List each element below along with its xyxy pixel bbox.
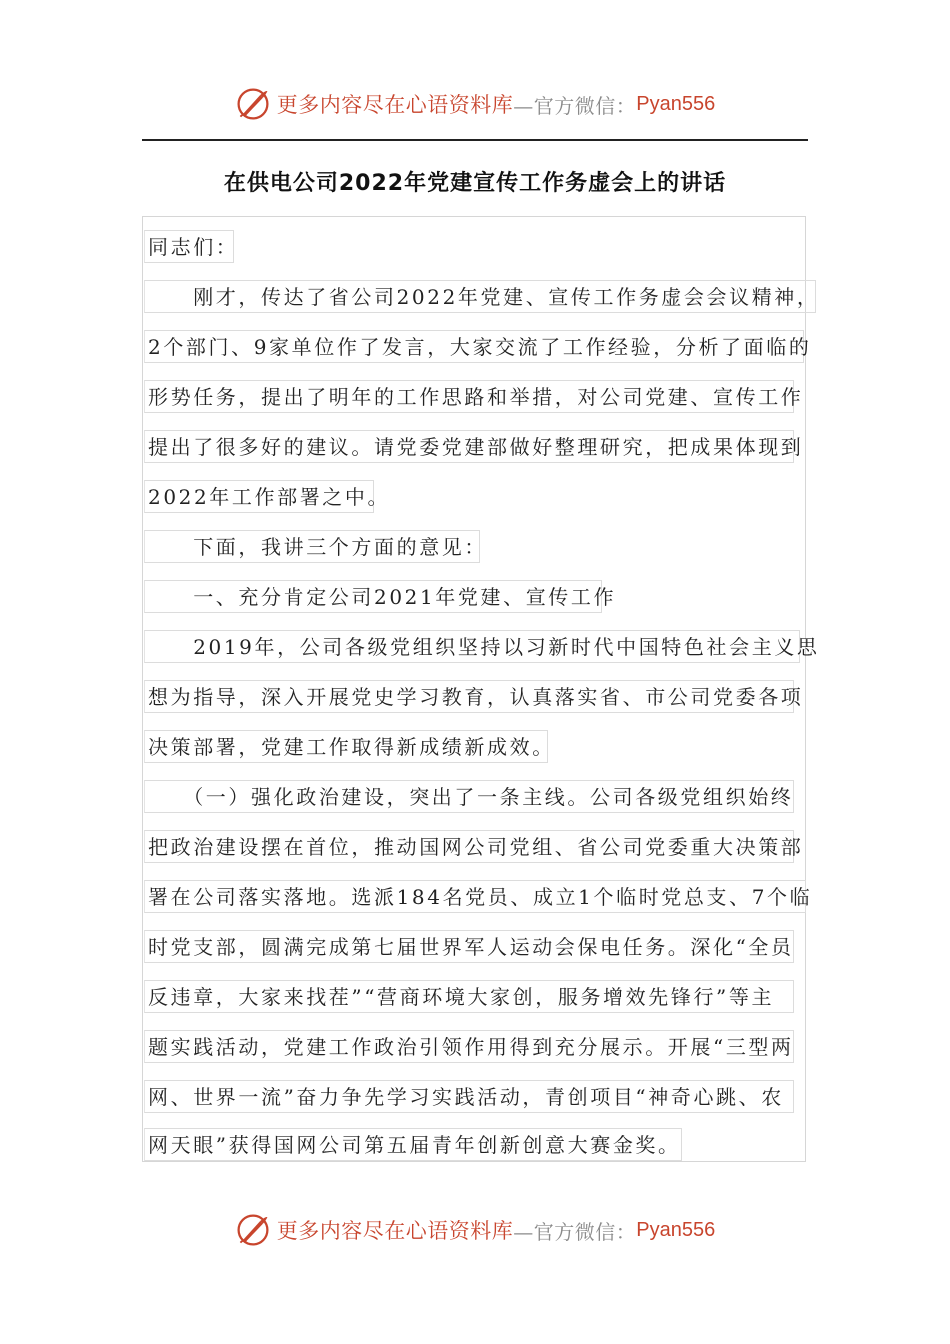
quill-pen-logo-icon (235, 1212, 271, 1248)
body-line: 时党支部，圆满完成第七届世界军人运动会保电任务。深化“全员 (144, 930, 794, 963)
body-line: 想为指导，深入开展党史学习教育，认真落实省、市公司党委各项 (144, 680, 794, 713)
body-line: 同志们： (144, 230, 234, 263)
body-line: 下面，我讲三个方面的意见： (144, 530, 480, 563)
body-line: 2个部门、9家单位作了发言，大家交流了工作经验，分析了面临的 (144, 330, 804, 363)
footer-site-text: 更多内容尽在心语资料库 (276, 1219, 514, 1243)
body-line: 反违章，大家来找茬”“营商环境大家创，服务增效先锋行”等主 (144, 980, 794, 1013)
footer-banner (0, 1208, 950, 1252)
header-sep-text: —官方微信： (513, 93, 637, 118)
document-title: 在供电公司2022年党建宣传工作务虚会上的讲话 (223, 171, 727, 196)
header-site-text: 更多内容尽在心语资料库 (276, 93, 514, 117)
header-divider (142, 139, 808, 141)
header-wechat-id: Pyan556 (636, 92, 716, 115)
footer-sep-text: —官方微信： (513, 1219, 637, 1244)
body-line: 刚才，传达了省公司2022年党建、宣传工作务虚会会议精神， (144, 280, 816, 313)
body-line: 网、世界一流”奋力争先学习实践活动，青创项目“神奇心跳、农 (144, 1080, 794, 1113)
header-banner (0, 82, 950, 126)
body-line: 形势任务，提出了明年的工作思路和举措，对公司党建、宣传工作 (144, 380, 794, 413)
body-line: 网天眼”获得国网公司第五届青年创新创意大赛金奖。 (144, 1128, 682, 1161)
body-line: 把政治建设摆在首位，推动国网公司党组、省公司党委重大决策部 (144, 830, 794, 863)
quill-pen-logo-icon (235, 86, 271, 122)
footer-wechat-id: Pyan556 (636, 1218, 716, 1241)
body-line: 决策部署，党建工作取得新成绩新成效。 (144, 730, 548, 763)
body-line: 2022年工作部署之中。 (144, 480, 374, 513)
body-line: 一、充分肯定公司2021年党建、宣传工作 (144, 580, 602, 613)
body-line: （一）强化政治建设，突出了一条主线。公司各级党组织始终 (144, 780, 794, 813)
body-line: 题实践活动，党建工作政治引领作用得到充分展示。开展“三型两 (144, 1030, 794, 1063)
body-line: 2019年，公司各级党组织坚持以习新时代中国特色社会主义思 (144, 630, 800, 663)
body-line: 署在公司落实落地。选派184名党员、成立1个临时党总支、7个临 (144, 880, 806, 913)
body-line: 提出了很多好的建议。请党委党建部做好整理研究，把成果体现到 (144, 430, 794, 463)
